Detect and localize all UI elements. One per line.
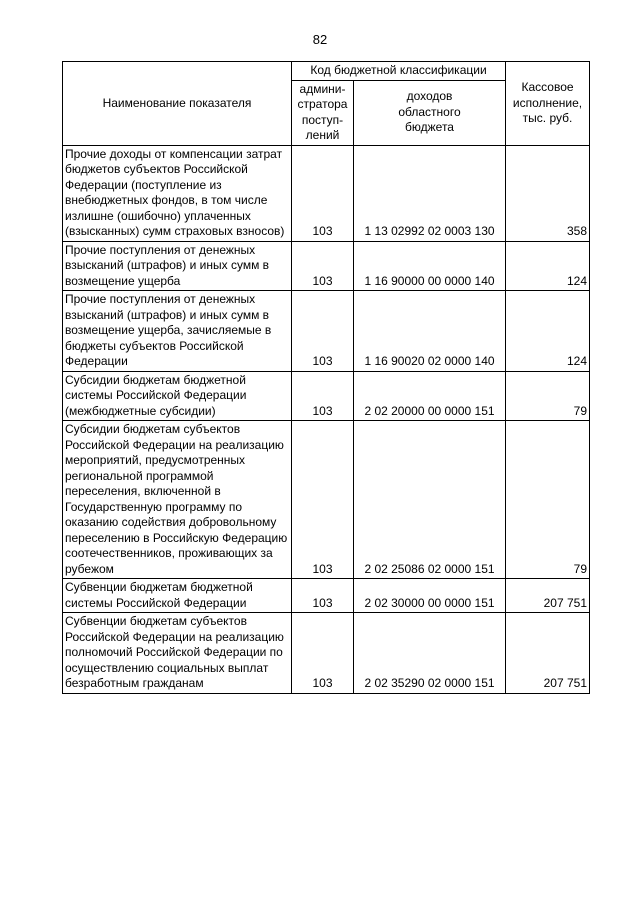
budget-classification-code: 2 02 20000 00 0000 151 [354, 371, 506, 421]
indicator-name: Прочие поступления от денежных взысканий (штрафов) и иных сумм в возмещение ущерба, зачисляемые в бюджеты субъектов Российской Федерации [63, 291, 292, 372]
header-administrator: админи- стратора поступ- лений [292, 80, 354, 145]
administrator-code: 103 [292, 579, 354, 613]
administrator-code: 103 [292, 145, 354, 241]
indicator-name: Субсидии бюджетам бюджетной системы Российской Федерации (межбюджетные субсидии) [63, 371, 292, 421]
table-row [63, 579, 590, 613]
table-row [63, 145, 590, 241]
table-row [63, 371, 590, 421]
indicator-name: Прочие доходы от компенсации затрат бюджетов субъектов Российской Федерации (поступление из внебюджетных фондов, в том числе излишне (ошибочно) уплаченных (взысканных) сумм страховых взносов) [63, 145, 292, 241]
budget-table [62, 61, 590, 694]
table-row [63, 613, 590, 694]
administrator-code: 103 [292, 613, 354, 694]
page-number: 82 [312, 32, 328, 47]
budget-classification-code: 1 13 02992 02 0003 130 [354, 145, 506, 241]
header-classification-code: Код бюджетной классификации [292, 62, 506, 81]
execution-amount: 124 [506, 241, 590, 291]
header-cash-execution: Кассовое исполнение, тыс. руб. [506, 62, 590, 146]
administrator-code: 103 [292, 421, 354, 579]
budget-classification-code: 2 02 35290 02 0000 151 [354, 613, 506, 694]
budget-classification-code: 1 16 90020 02 0000 140 [354, 291, 506, 372]
administrator-code: 103 [292, 241, 354, 291]
administrator-code: 103 [292, 371, 354, 421]
indicator-name: Прочие поступления от денежных взысканий (штрафов) и иных сумм в возмещение ущерба [63, 241, 292, 291]
table-row [63, 421, 590, 579]
execution-amount: 207 751 [506, 579, 590, 613]
indicator-name: Субвенции бюджетам субъектов Российской Федерации на реализацию полномочий Российской Федерации по осуществлению социальных выплат безработным гражданам [63, 613, 292, 694]
execution-amount: 207 751 [506, 613, 590, 694]
indicator-name: Субвенции бюджетам бюджетной системы Российской Федерации [63, 579, 292, 613]
table-row [63, 291, 590, 372]
budget-classification-code: 2 02 30000 00 0000 151 [354, 579, 506, 613]
budget-classification-code: 1 16 90000 00 0000 140 [354, 241, 506, 291]
execution-amount: 79 [506, 371, 590, 421]
indicator-name: Субсидии бюджетам субъектов Российской Федерации на реализацию мероприятий, предусмотренных региональной программой переселения, включенной в Государственную программу по оказанию содействия добровольному переселению в Российскую Федерацию соотечественников, проживающих за рубежом [63, 421, 292, 579]
table-row [63, 241, 590, 291]
header-income-code: доходов областного бюджета [354, 80, 506, 145]
execution-amount: 358 [506, 145, 590, 241]
budget-classification-code: 2 02 25086 02 0000 151 [354, 421, 506, 579]
administrator-code: 103 [292, 291, 354, 372]
header-name: Наименование показателя [63, 62, 292, 146]
execution-amount: 124 [506, 291, 590, 372]
execution-amount: 79 [506, 421, 590, 579]
